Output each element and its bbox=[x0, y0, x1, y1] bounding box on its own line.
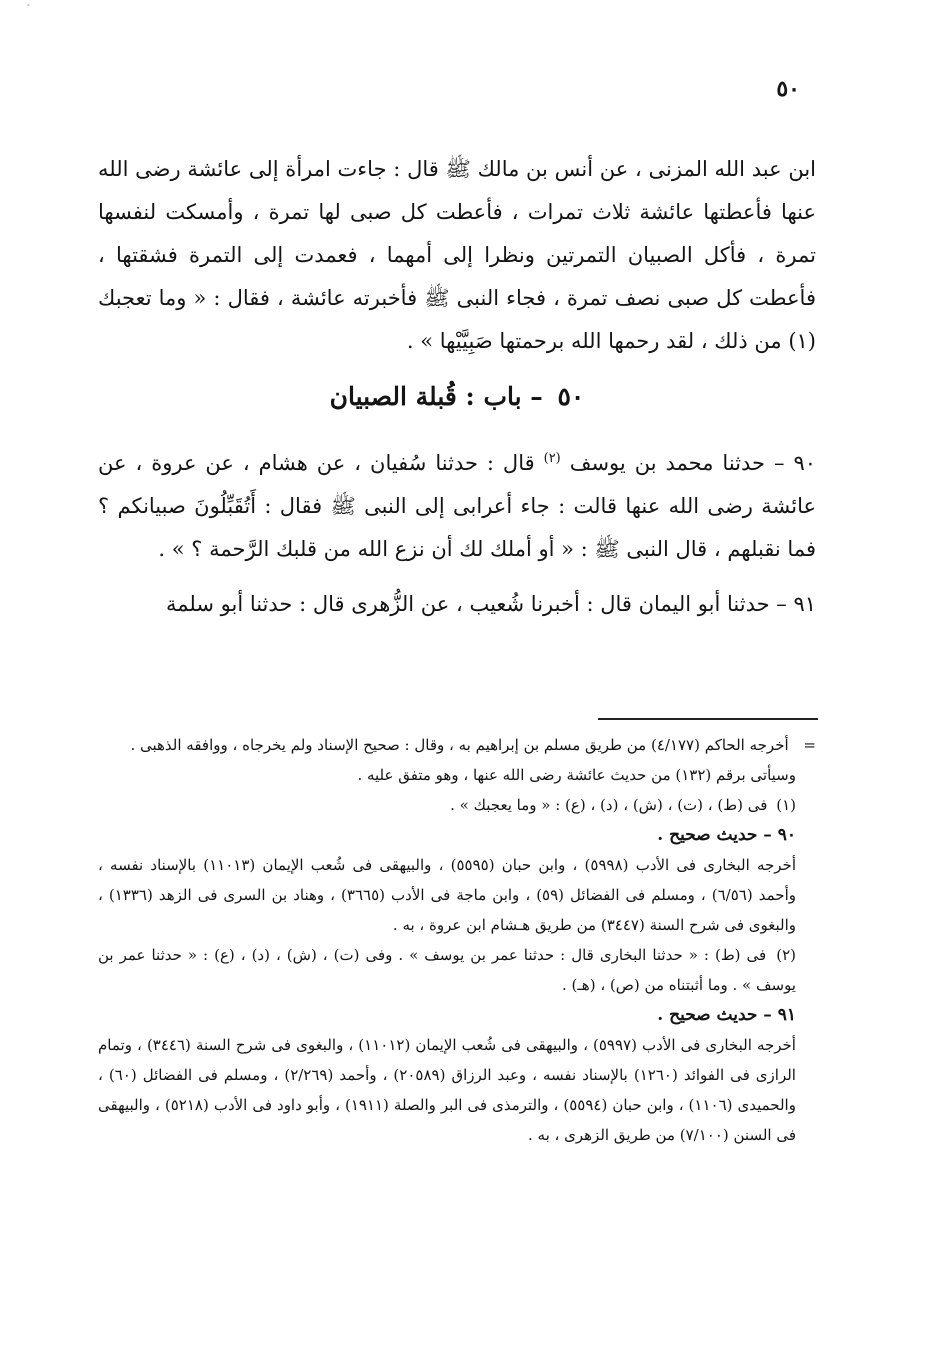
hadith-90-start: ٩٠ – حدثنا محمد بن يوسف bbox=[569, 451, 816, 475]
footnote-divider bbox=[598, 718, 818, 720]
hadith-90-grade: ٩٠ – حديث صحيح . bbox=[657, 825, 796, 845]
footnotes bbox=[98, 730, 816, 1150]
footnote-continuation bbox=[98, 730, 816, 760]
continuation-mark: = bbox=[803, 736, 816, 754]
hadith-90 bbox=[98, 437, 816, 571]
main-text bbox=[98, 148, 816, 626]
hadith-91-grade: ٩١ – حديث صحيح . bbox=[657, 1005, 796, 1025]
section-number: ٥٠ bbox=[557, 382, 585, 411]
continuation-text: أخرجه الحاكم (٤/١٧٧) من طريق مسلم بن إبراهيم به ، وقال : صحيح الإسناد ولم يخرجاه ، ووافقه الذهبى . bbox=[130, 736, 789, 754]
footnote-1 bbox=[98, 790, 816, 820]
section-heading bbox=[98, 377, 816, 417]
footnote-1-text: فى (ط) ، (ت) ، (ش) ، (د) ، (ع) : « وما يعجبك » . bbox=[450, 796, 768, 814]
footnote-1-number: (١) bbox=[776, 796, 796, 814]
page-number: ٥٠ bbox=[776, 76, 800, 102]
lead-paragraph: ابن عبد الله المزنى ، عن أنس بن مالك ﷺ قال : جاءت امرأة إلى عائشة رضى الله عنها فأعطتها عائشة ثلاث تمرات ، فأعطت كل صبى لها تمرة ، وأمسكت لنفسها تمرة ، فأكل الصبيان التمرتين ونظرا إلى أمهما ، فعمدت إلى التمرة فشقتها ، فأعطت كل صبى نصف تمرة ، فجاء النبى ﷺ فأخبرته عائشة ، فقال : « وما تعجبك (١) من ذلك ، لقد رحمها الله برحمتها صَبِيَّيْها » . bbox=[98, 157, 816, 353]
footnote-ref-2: (٢) bbox=[543, 451, 561, 466]
hadith-90-rest: قال : حدثنا سُفيان ، عن هشام ، عن عروة ، عن عائشة رضى الله عنها قالت : جاء أعرابى إلى النبى ﷺ فقال : أَتُقَبِّلُونَ صبيانكم ؟ فما نقبلهم ، قال النبى ﷺ : « أو أملك لك أن نزع الله من قلبك الرَّحمة ؟ » . bbox=[98, 451, 816, 561]
section-title: – باب : قُبلة الصبيان bbox=[329, 382, 543, 411]
cross-reference: وسيأتى برقم (١٣٢) من حديث عائشة رضى الله عنها ، وهو متفق عليه . bbox=[357, 766, 796, 784]
footnote-2-text: فى (ط) : « حدثنا البخارى قال : حدثنا عمر بن يوسف » . وفى (ت) ، (ش) ، (د) ، (ع) : « حدثنا عمر بن يوسف » . وما أثبتناه من (ص) ، (هـ) . bbox=[98, 946, 796, 994]
hadith-91: ٩١ – حدثنا أبو اليمان قال : أخبرنا شُعيب ، عن الزُّهرى قال : حدثنا أبو سلمة bbox=[166, 592, 816, 616]
footnote-2 bbox=[98, 940, 816, 1000]
hadith-90-takhrij: أخرجه البخارى فى الأدب (٥٩٩٨) ، وابن حبان (٥٥٩٥) ، والبيهقى فى شُعب الإيمان (١١٠١٣) بالإسناد نفسه ، وأحمد (٦/٥٦) ، ومسلم فى الفضائل (٥٩) ، وابن ماجة فى الأدب (٣٦٦٥) ، وهناد بن السرى فى الزهد (١٣٣٦) ، والبغوى فى شرح السنة (٣٤٤٧) من طريق هـشام ابن عروة ، به . bbox=[98, 856, 796, 934]
footnote-2-number: (٢) bbox=[776, 946, 796, 964]
paragraph-gap bbox=[98, 571, 816, 583]
hadith-91-takhrij: أخرجه البخارى فى الأدب (٥٩٩٧) ، والبيهقى فى شُعب الإيمان (١١٠١٢) ، والبغوى فى شرح السنة (٣٤٤٦) ، وتمام الرازى فى الفوائد (١٢٦٠) بالإسناد نفسه ، وعبد الرزاق (٢٠٥٨٩) ، وأحمد (٢/٢٦٩) ، ومسلم فى الفضائل (٦٠) ، والحميدى (١١٠٦) ، وابن حبان (٥٥٩٤) ، والترمذى فى البر والصلة (١٩١١) ، وأبو داود فى الأدب (٥٢١٨) ، والبيهقى فى السنن (٧/١٠٠) من طريق الزهرى ، به . bbox=[98, 1036, 796, 1144]
